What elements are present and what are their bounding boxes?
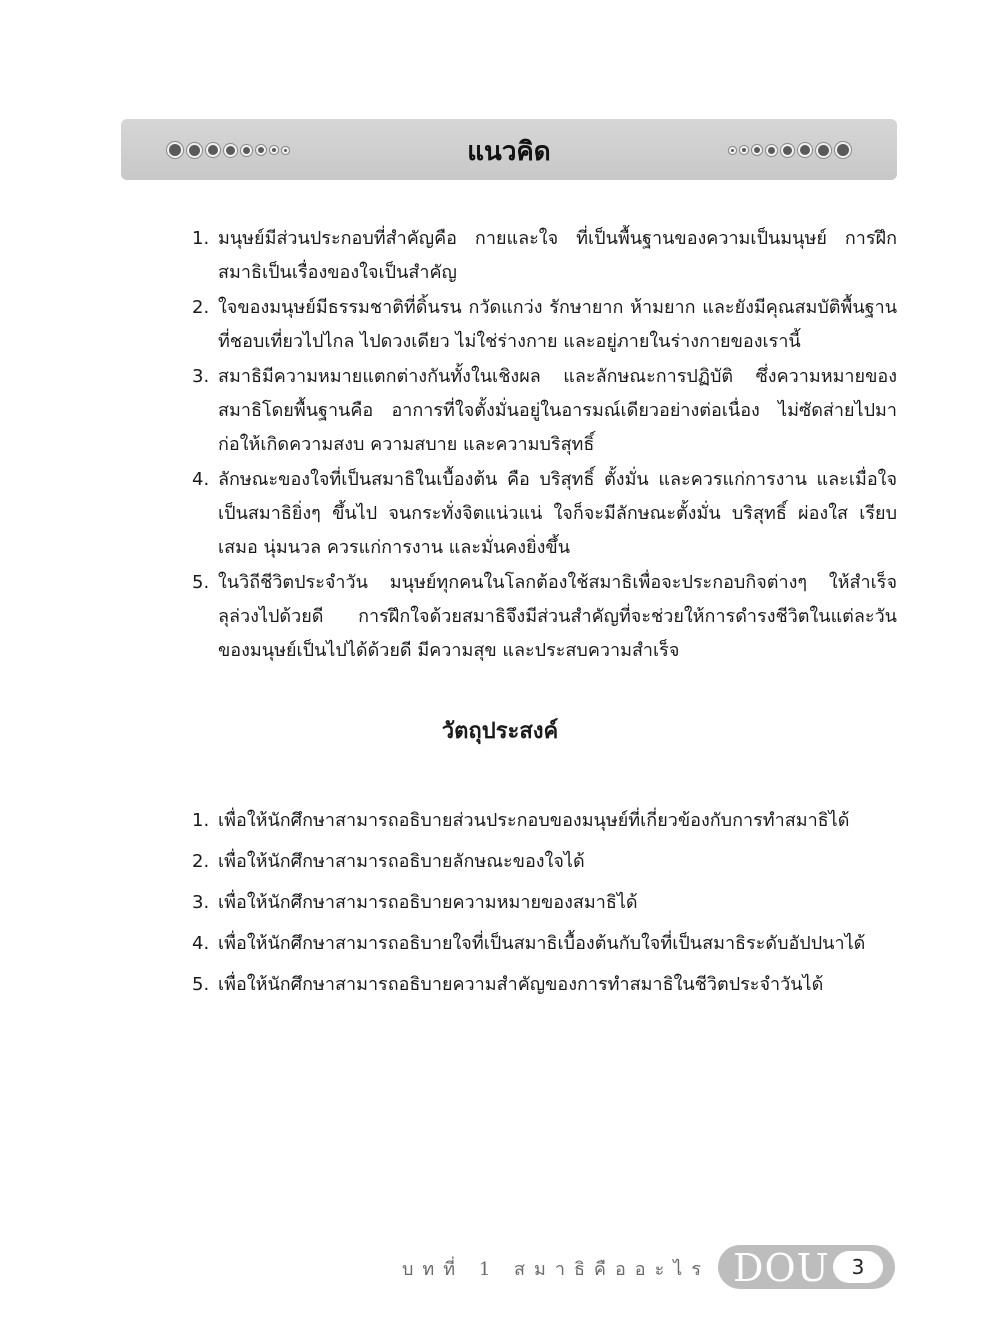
item-number: 5. <box>192 572 210 593</box>
dot-icon <box>783 146 792 155</box>
item-number: 1. <box>192 228 210 249</box>
dot-icon <box>754 147 760 153</box>
item-text: มนุษย์มีส่วนประกอบที่สำคัญคือ กายและใจ ที่เป็นพื้นฐานของความเป็นมนุษย์ การฝึกสมาธิเป็นเรื่องของใจเป็นสำคัญ <box>218 228 897 283</box>
dot-icon <box>731 149 734 152</box>
dot-icon <box>742 148 746 152</box>
objective-item <box>192 882 897 923</box>
item-text: ในวิถีชีวิตประจำวัน มนุษย์ทุกคนในโลกต้องใช้สมาธิเพื่อจะประกอบกิจต่างๆ ให้สำเร็จลุล่วงไปด้วยดี การฝึกใจด้วยสมาธิจึงมีส่วนสำคัญที่จะช่วยให้การดำรงชีวิตในแต่ละวันของมนุษย์เป็นไปได้ด้วยดี มีความสุข และประสบความสำเร็จ <box>218 572 897 661</box>
dot-icon <box>800 145 810 155</box>
item-number: 2. <box>192 297 210 318</box>
item-text: เพื่อให้นักศึกษาสามารถอธิบายส่วนประกอบของมนุษย์ที่เกี่ยวข้องกับการทำสมาธิได้ <box>218 810 850 831</box>
item-number: 3. <box>192 892 210 913</box>
dot-icon <box>768 147 775 154</box>
objective-item <box>192 841 897 882</box>
item-text: เพื่อให้นักศึกษาสามารถอธิบายใจที่เป็นสมาธิเบื้องต้นกับใจที่เป็นสมาธิระดับอัปปนาได้ <box>218 933 866 954</box>
item-number: 1. <box>192 810 210 831</box>
concept-list <box>192 222 897 669</box>
concept-item <box>192 566 897 668</box>
dots-decoration-right-icon <box>731 138 849 162</box>
brand-logo: DOU <box>733 1246 830 1290</box>
dot-icon <box>818 145 829 156</box>
item-number: 5. <box>192 974 210 995</box>
page-title: แนวคิด <box>467 137 551 167</box>
objective-item <box>192 800 897 841</box>
item-text: ลักษณะของใจที่เป็นสมาธิในเบื้องต้น คือ บริสุทธิ์ ตั้งมั่น และควรแก่การงาน และเมื่อใจเป็นสมาธิยิ่งๆ ขึ้นไป จนกระทั่งจิตแน่วแน่ ใจก็จะมีลักษณะตั้งมั่น บริสุทธิ์ ผ่องใส เรียบเสมอ นุ่มนวล ควรแก่การงาน และมั่นคงยิ่งขึ้น <box>218 469 897 558</box>
item-text: เพื่อให้นักศึกษาสามารถอธิบายลักษณะของใจได้ <box>218 851 585 872</box>
objective-item <box>192 964 897 1005</box>
item-text: เพื่อให้นักศึกษาสามารถอธิบายความสำคัญของการทำสมาธิในชีวิตประจำวันได้ <box>218 974 824 995</box>
concept-item <box>192 291 897 359</box>
item-number: 2. <box>192 851 210 872</box>
concept-item <box>192 222 897 290</box>
objectives-heading: วัตถุประสงค์ <box>441 719 559 744</box>
dot-icon <box>837 144 849 156</box>
objective-list <box>192 800 897 1005</box>
footer-badge <box>718 1245 895 1289</box>
objective-item <box>192 923 897 964</box>
concept-item <box>192 360 897 462</box>
item-text: เพื่อให้นักศึกษาสามารถอธิบายความหมายของสมาธิได้ <box>218 892 638 913</box>
item-number: 4. <box>192 933 210 954</box>
item-text: ใจของมนุษย์มีธรรมชาติที่ดิ้นรน กวัดแกว่ง รักษายาก ห้ามยาก และยังมีคุณสมบัติพื้นฐานที่ชอบเที่ยวไปไกล ไปดวงเดียว ไม่ใช่ร่างกาย และอยู่ภายในร่างกายของเรานี้ <box>218 297 897 352</box>
header-banner <box>121 119 897 180</box>
page-number: 3 <box>833 1251 883 1283</box>
item-number: 3. <box>192 366 210 387</box>
concept-item <box>192 463 897 565</box>
footer-chapter-title: บทที่ 1 สมาธิคืออะไร <box>401 1259 710 1280</box>
item-number: 4. <box>192 469 210 490</box>
item-text: สมาธิมีความหมายแตกต่างกันทั้งในเชิงผล และลักษณะการปฏิบัติ ซึ่งความหมายของสมาธิโดยพื้นฐานคือ อาการที่ใจตั้งมั่นอยู่ในอารมณ์เดียวอย่างต่อเนื่อง ไม่ซัดส่ายไปมา ก่อให้เกิดความสงบ ความสบาย และความบริสุทธิ์ <box>218 366 897 455</box>
